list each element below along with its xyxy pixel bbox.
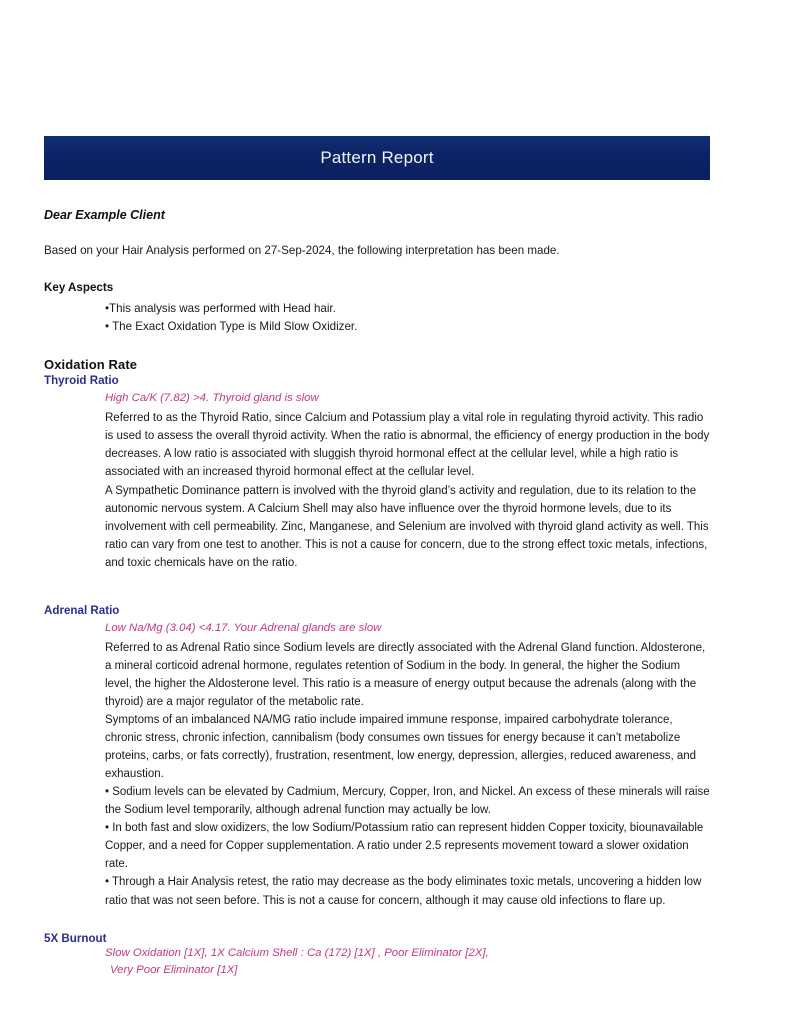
- burnout-line-2: Very Poor Eliminator [1X]: [110, 964, 238, 977]
- adrenal-ratio-heading: Adrenal Ratio: [44, 603, 120, 617]
- thyroid-ratio-block: [105, 390, 710, 572]
- adrenal-paragraph-2: Symptoms of an imbalanced NA/MG ratio include impaired immune response, impaired carbohydrate tolerance, chronic stress, chronic infection, cannibalism (body consumes own tissues for energy because it can’t metabolize proteins, carbs, or fats correctly), frustration, resentment, low energy, depression, allergies, reduced awareness, and exhaustion.: [105, 714, 697, 781]
- adrenal-status-flag: Low Na/Mg (3.04) <4.17. Your Adrenal glands are slow: [105, 621, 382, 634]
- document-content: [44, 136, 710, 980]
- adrenal-ratio-block: [105, 620, 710, 910]
- section-spacer: [44, 910, 710, 932]
- list-item: • The Exact Oxidation Type is Mild Slow Oxidizer.: [105, 319, 358, 333]
- key-aspects-bullets: [44, 300, 710, 335]
- intro-paragraph: Based on your Hair Analysis performed on 27-Sep-2024, the following interpretation has been made.: [44, 244, 560, 257]
- adrenal-bullet-3: • Through a Hair Analysis retest, the ratio may decrease as the body eliminates toxic metals, uncovering a hidden low ratio that was not seen before. This is not a cause for concern, although it may cause old infections to flare up.: [105, 876, 702, 907]
- adrenal-bullet-2: • In both fast and slow oxidizers, the low Sodium/Potassium ratio can represent hidden Copper toxicity, biounavailable Copper, and a need for Copper supplementation. A ratio under 2.5 represents movement toward a slower oxidation rate.: [105, 822, 704, 871]
- burnout-heading: 5X Burnout: [44, 931, 107, 945]
- list-item: •This analysis was performed with Head hair.: [105, 302, 336, 315]
- adrenal-paragraph-1: Referred to as Adrenal Ratio since Sodium levels are directly associated with the Adrenal Gland function. Aldosterone, a mineral corticoid adrenal hormone, regulates retention of Sodium in the body. In general, the higher the Sodium level, the higher the Aldosterone level. This ratio is a measure of energy output because the adrenals (along with the thyroid) are a major regulator of the metabolic rate.: [105, 641, 706, 708]
- key-aspects-label: Key Aspects: [44, 281, 114, 294]
- section-spacer: [44, 572, 710, 602]
- salutation: Dear Example Client: [44, 208, 165, 222]
- thyroid-paragraph-2: A Sympathetic Dominance pattern is involved with the thyroid gland’s activity and regulation, due to its relation to the autonomic nervous system. A Calcium Shell may also have influence over the thyroid hormone levels, due to its involvement with cell permeability. Zinc, Manganese, and Selenium are involved with thyroid gland activity as well. This ratio can vary from one test to another. This is not a cause for concern, due to the strong effect toxic metals, infections, and toxic chemicals have on the ratio.: [105, 484, 709, 569]
- burnout-line-1: Slow Oxidation [1X], 1X Calcium Shell : Ca (172) [1X] , Poor Eliminator [2X],: [105, 946, 489, 959]
- page-title: Pattern Report: [320, 148, 434, 167]
- report-title-banner: [44, 136, 710, 180]
- thyroid-paragraph-1: Referred to as the Thyroid Ratio, since Calcium and Potassium play a vital role in regulating thyroid activity. This radio is used to assess the overall thyroid activity. When the ratio is abnormal, the efficiency of energy production in the body decreases. A low ratio is associated with sluggish thyroid hormonal effect at the cellular level, while a high ratio is associated with an increased thyroid hormonal effect at the cellular level.: [105, 412, 710, 479]
- thyroid-ratio-heading: Thyroid Ratio: [44, 374, 119, 388]
- thyroid-status-flag: High Ca/K (7.82) >4. Thyroid gland is slow: [105, 392, 319, 405]
- burnout-block: [105, 945, 710, 980]
- adrenal-bullet-1: • Sodium levels can be elevated by Cadmium, Mercury, Copper, Iron, and Nickel. An excess of these minerals will raise the Sodium level temporarily, although adrenal function may actually be low.: [105, 786, 710, 817]
- oxidation-rate-heading: Oxidation Rate: [44, 357, 138, 373]
